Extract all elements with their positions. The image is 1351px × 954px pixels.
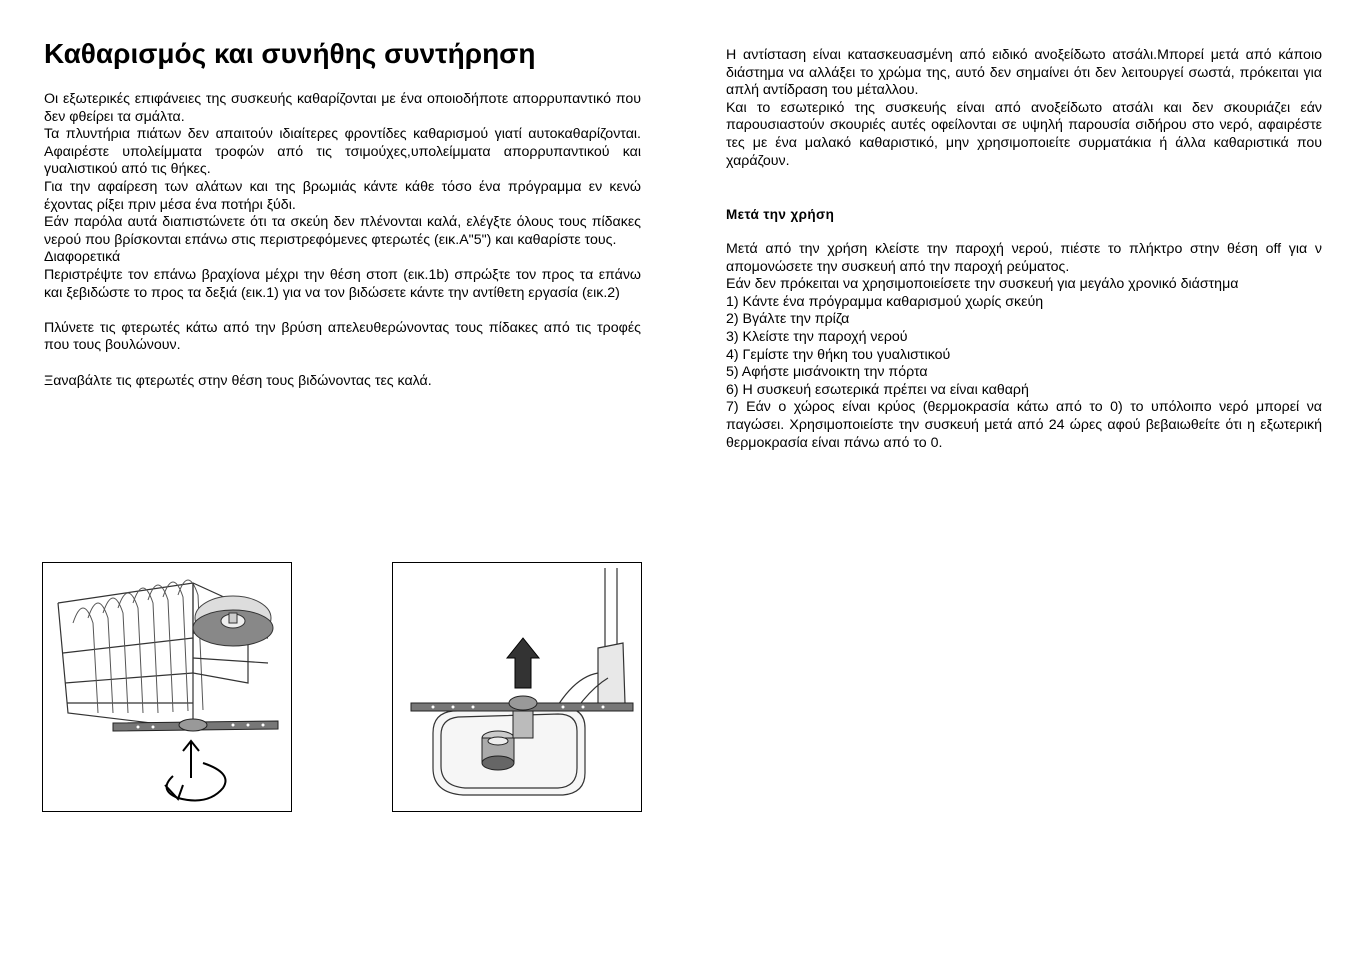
list-item: 4) Γεμίστε την θήκη του γυαλιστικού xyxy=(726,346,951,363)
right-text-block xyxy=(726,47,1322,170)
paragraph: Περιστρέψτε τον επάνω βραχίονα μέχρι την θέση στοπ (εικ.1b) σπρώξτε τον προς τα επάνω και ξεβιδώστε το προς τα δεξιά (εικ.1) για να τον βιδώσετε κάντε την αντίθετη εργασία (εικ.2) xyxy=(44,266,641,301)
paragraph: Η αντίσταση είναι κατασκευασμένη από ειδικό ανοξείδωτο ατσάλι.Μπορεί μετά από κάποιο διάστημα να αλλάξει το χρώμα της, αυτό δεν σημαίνει ότι δεν λειτουργεί σωστά, πρόκειται για απλή αντίδραση του μέταλλου. xyxy=(726,47,1322,99)
paragraph: Οι εξωτερικές επιφάνειες της συσκευής καθαρίζονται με ένα οποιοδήποτε απορρυπαντικό που δεν φθείρει τα σμάλτα. xyxy=(44,91,641,125)
paragraph: Για την αφαίρεση των αλάτων και της βρωμιάς κάντε κάθε τόσο ένα πρόγραμμα εν κενώ έχοντας ρίξει πριν μέσα ένα ποτήρι ξύδι. xyxy=(44,178,641,213)
figure-lower-spray-arm xyxy=(392,562,642,812)
figure-upper-spray-arm xyxy=(42,562,292,812)
list-item: 3) Κλείστε την παροχή νερού xyxy=(726,328,908,345)
paragraph: Και το εσωτερικό της συσκευής είναι από ανοξείδωτο ατσάλι και δεν σκουριάζει εάν παρουσιαστούν σκουριές αυτές οφείλονται σε υψηλή παρουσία σιδήρου στο νερό, αφαιρέστε τες με ένα μαλακό καθαριστικό, μην χρησιμοποιείτε συρματάκια ή άλλα καθαριστικά που χαράζουν. xyxy=(726,99,1322,169)
upper-rack-illustration xyxy=(43,563,290,810)
paragraph: Ξαναβάλτε τις φτερωτές στην θέση τους βιδώνοντας τες καλά. xyxy=(44,372,432,389)
lower-arm-illustration xyxy=(393,563,640,810)
list-item: 7) Εάν ο χώρος είναι κρύος (θερμοκρασία κάτω από το 0) το υπόλοιπο νερό μπορεί να παγώσει. Χρησιμοποιείστε την συσκευή μετά από 24 ώρες αφού βεβαιωθείτε ότι η εξωτερική θερμοκρασία είναι πάνω από το 0. xyxy=(726,399,1322,451)
after-use-heading: Μετά την χρήση xyxy=(726,207,835,222)
paragraph: Πλύνετε τις φτερωτές κάτω από την βρύση απελευθερώνοντας τους πίδακες από τις τροφές που τους βουλώνουν. xyxy=(44,319,641,354)
list-item: 1) Κάντε ένα πρόγραμμα καθαρισμού χωρίς σκεύη xyxy=(726,293,1044,310)
page-title: Καθαρισμός και συνήθης συντήρηση xyxy=(44,38,536,69)
list-item: 6) Η συσκευή εσωτερικά πρέπει να είναι καθαρή xyxy=(726,381,1029,398)
paragraph: Τα πλυντήρια πιάτων δεν απαιτούν ιδιαίτερες φροντίδες καθαρισμού γιατί αυτοκαθαρίζονται. Αφαιρέστε υπολείμματα τροφών από τις τσιμούχες,υπολείμματα απορρυπαντικού και γυαλιστικού από τις θήκες. xyxy=(44,126,641,178)
paragraph: Μετά από την χρήση κλείστε την παροχή νερού, πιέστε το πλήκτρο στην θέση off για ν απομονώσετε την συσκευή από την παροχή ρεύματος. xyxy=(726,241,1322,275)
list-item: 5) Αφήστε μισάνοικτη την πόρτα xyxy=(726,364,928,381)
list-item: 2) Βγάλτε την πρίζα xyxy=(726,311,850,328)
left-text-block xyxy=(44,91,641,390)
paragraph: Διαφορετικά xyxy=(44,249,121,266)
paragraph: Εάν δεν πρόκειται να χρησιμοποιείσετε την συσκευή για μεγάλο χρονικό διάστημα xyxy=(726,276,1239,293)
paragraph: Εάν παρόλα αυτά διαπιστώνετε ότι τα σκεύη δεν πλένονται καλά, ελέγξτε όλους τους πίδακες νερού που βρίσκονται επάνω στις περιστρεφόμενες φτερωτές (εικ.A"5") και καθαρίστε τους. xyxy=(44,214,641,248)
after-use-block xyxy=(726,241,1322,452)
